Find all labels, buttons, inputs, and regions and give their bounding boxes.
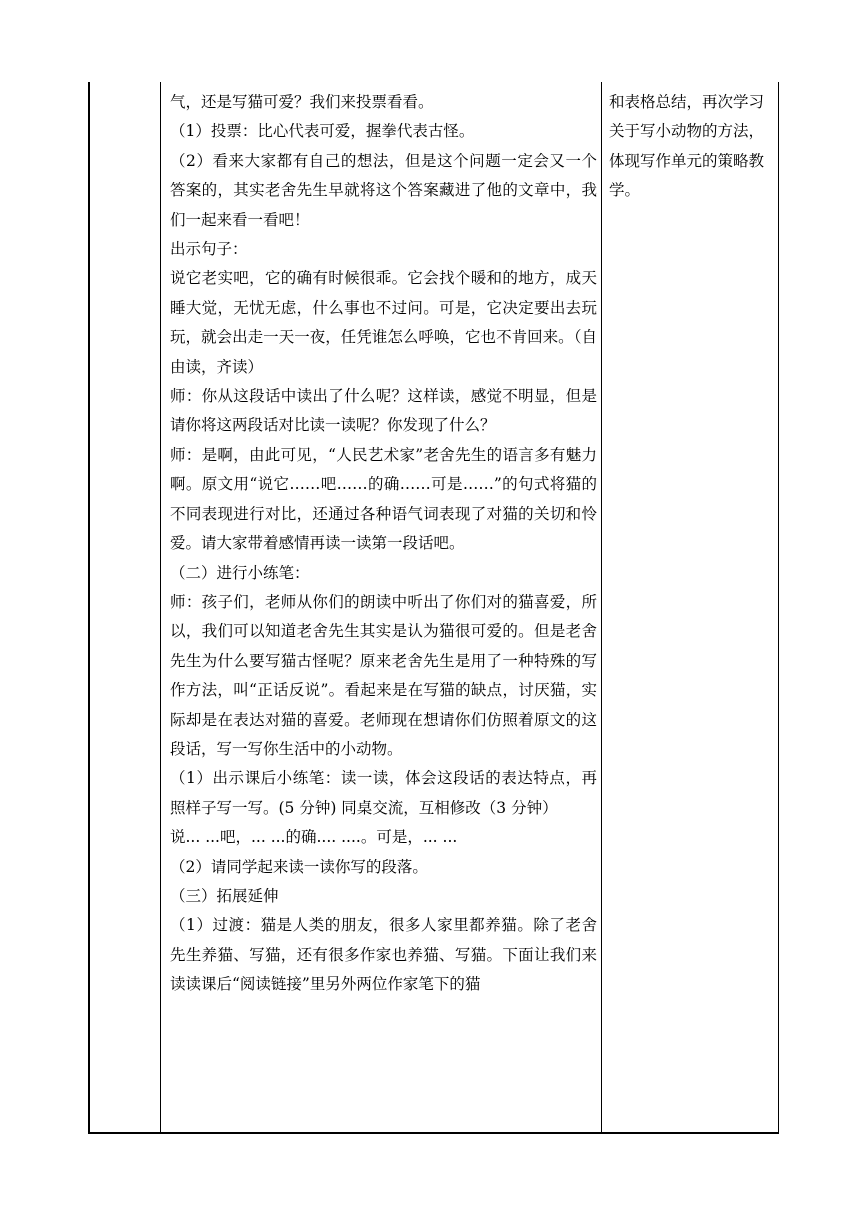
teaching-process-cell: [161, 82, 602, 1133]
left-column-cell: [89, 82, 161, 1133]
paragraph: （1）投票：比心代表可爱，握拳代表古怪。: [170, 122, 475, 141]
paragraph: （三）拓展延伸: [170, 886, 279, 905]
design-intent-cell: [602, 82, 779, 1133]
paragraph: 和表格总结，再次学习关于写小动物的方法，体现写作单元的策略教学。: [609, 93, 765, 200]
table-row: [89, 82, 779, 1133]
paragraph: 出示句子：: [170, 240, 248, 259]
paragraph: 师：是啊，由此可见，“人民艺术家”老舍先生的语言多有魅力啊。原文用“说它……吧……的确……可是……”的句式将猫的不同表现进行对比，还通过各种语气词表现了对猫的关切和怜爱。请大家带着感情再读一读第一段话吧。: [170, 445, 597, 553]
lesson-plan-table: [88, 82, 779, 1134]
paragraph: 说... ...吧，... ...的确.... ....。可是，... ...: [170, 828, 458, 847]
paragraph: （二）进行小练笔：: [170, 563, 310, 582]
paragraph: 师：你从这段话中读出了什么呢？这样读，感觉不明显，但是请你将这两段话对比读一读呢？你发现了什么？: [170, 387, 597, 435]
paragraph: （2）请同学起来读一读你写的段落。: [170, 857, 428, 876]
paragraph: （2）看来大家都有自己的想法，但是这个问题一定会又一个答案的，其实老舍先生早就将这个答案藏进了他的文章中，我们一起来看一看吧！: [170, 151, 597, 229]
teaching-process-text: [161, 82, 601, 1000]
paragraph: 师：孩子们，老师从你们的朗读中听出了你们对的猫喜爱，所以，我们可以知道老舍先生其实是认为猫很可爱的。但是老舍先生为什么要写猫古怪呢？原来老舍先生是用了一种特殊的写作方法，叫“正话反说”。看起来是在写猫的缺点，讨厌猫，实际却是在表达对猫的喜爱。老师现在想请你们仿照着原文的这段话，写一写你生活中的小动物。: [170, 592, 597, 758]
paragraph: 说它老实吧，它的确有时候很乖。它会找个暖和的地方，成天睡大觉，无忧无虑，什么事也不过问。可是，它决定要出去玩玩，就会出走一天一夜，任凭谁怎么呼唤，它也不肯回来。（自由读，齐读）: [170, 269, 597, 376]
paragraph: 气，还是写猫可爱？我们来投票看看。: [170, 93, 434, 111]
paragraph: （1）出示课后小练笔：读一读，体会这段话的表达特点，再照样子写一写。(5 分钟) 同桌交流，互相修改（3 分钟）: [170, 769, 597, 817]
design-intent-text: [602, 82, 778, 206]
paragraph: （1）过渡：猫是人类的朋友，很多人家里都养猫。除了老舍先生养猫、写猫，还有很多作家也养猫、写猫。下面让我们来读读课后“阅读链接”里另外两位作家笔下的猫: [170, 916, 597, 994]
